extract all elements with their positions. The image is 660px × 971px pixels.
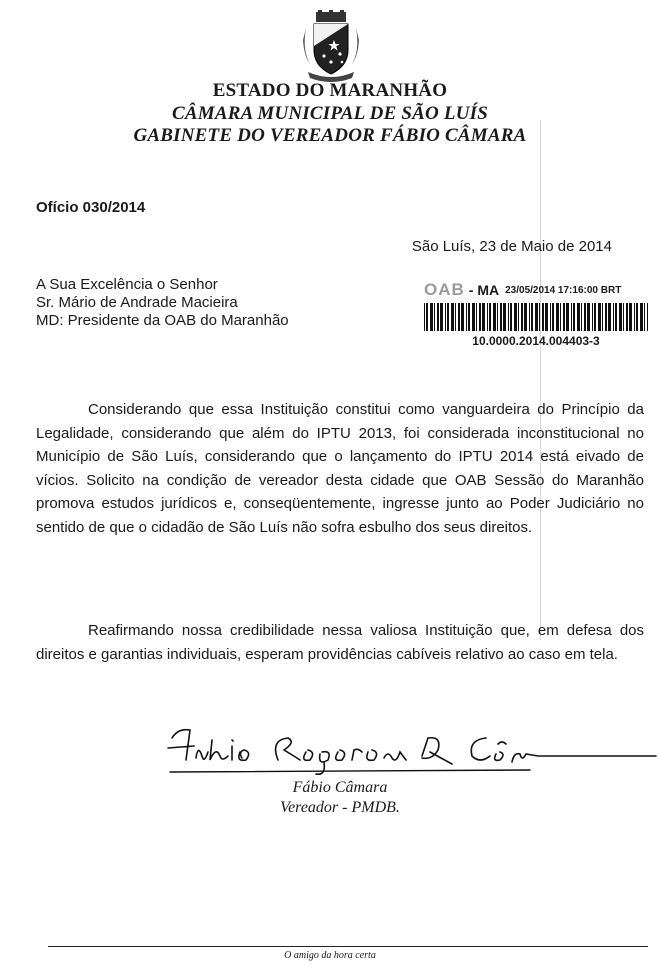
signer-name: Fábio Câmara bbox=[292, 779, 388, 796]
stamp-protocol-number: 10.0000.2014.004403-3 bbox=[472, 334, 600, 348]
header-state: ESTADO DO MARANHÃO bbox=[212, 80, 448, 101]
body-paragraph-1: Considerando que essa Instituição constitui como vanguardeira do Princípio da Legalidade, considerando que além do IPTU 2013, foi considerada inconstitucional no Município de São Luís, considerando que o lançamento do IPTU 2014 está eivado de vícios. Solicito na condição de vereador desta cidade que OAB Sessão do Maranhão promova estudos jurídicos e, conseqüentemente, ingresse junto ao Poder Judiciário no sentido de que o cidadão de São Luís não sofra esbulho dos seus direitos. bbox=[36, 401, 644, 536]
header-chamber: CÂMARA MUNICIPAL DE SÃO LUÍS bbox=[171, 103, 489, 124]
recipient-salutation: A Sua Excelência o Senhor bbox=[36, 276, 218, 293]
recipient-title: MD: Presidente da OAB do Maranhão bbox=[36, 312, 289, 329]
stamp-region: - MA bbox=[468, 282, 500, 298]
oab-logo: OAB bbox=[424, 280, 465, 299]
body-paragraph-2: Reafirmando nossa credibilidade nessa valiosa Instituição que, em defesa dos direitos e garantias individuais, esperam providências cabíveis relativo ao caso em tela. bbox=[36, 622, 644, 663]
recipient-name: Sr. Mário de Andrade Macieira bbox=[36, 294, 238, 311]
signer-role: Vereador - PMDB. bbox=[280, 799, 400, 816]
footer-divider bbox=[48, 946, 648, 947]
page-fold-line bbox=[540, 120, 541, 640]
footer-motto: O amigo da hora certa bbox=[284, 950, 376, 961]
coat-of-arms-icon bbox=[300, 10, 362, 82]
barcode-icon bbox=[424, 303, 648, 331]
recipient-block bbox=[36, 276, 289, 330]
handwritten-signature bbox=[160, 716, 660, 786]
header-office: GABINETE DO VEREADOR FÁBIO CÂMARA bbox=[133, 125, 527, 146]
oficio-number: Ofício 030/2014 bbox=[36, 199, 146, 216]
oab-protocol-stamp bbox=[424, 280, 652, 360]
stamp-timestamp: 23/05/2014 17:16:00 BRT bbox=[505, 284, 622, 296]
letter-date: São Luís, 23 de Maio de 2014 bbox=[411, 238, 612, 255]
